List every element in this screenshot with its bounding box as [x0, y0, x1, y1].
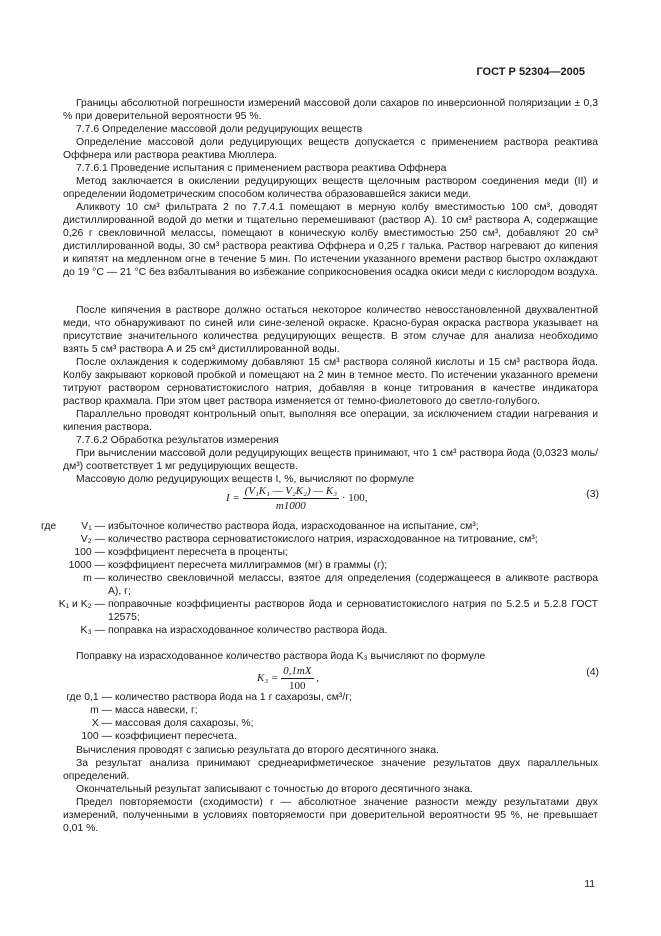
definition-text: количество раствора серноватистокислого натрия, израсходованное на титрование, см³; [108, 534, 538, 545]
where-intro: где [41, 521, 57, 532]
definition-text: поправка на израсходованное количество раствора йода. [108, 625, 388, 636]
formula-3 [226, 485, 367, 512]
definition-term: 100 — [74, 547, 105, 558]
formula-4-fraction [281, 665, 313, 692]
section-heading-7-7-6-1: 7.7.6.1 Проведение испытания с применением раствора реактива Оффнера [76, 163, 447, 174]
definition-term: X — [91, 718, 112, 729]
paragraph-method-choice: Определение массовой доли редуцирующих веществ допускается с применением раствора реактива Оффнера или раствора реактива Мюллера. [63, 137, 598, 161]
paragraph-result-mean: За результат анализа принимают среднеарифметическое значение результатов двух параллельных определений. [63, 758, 598, 782]
document-header: ГОСТ Р 52304—2005 [476, 66, 585, 78]
paragraph-method-principle: Метод заключается в окислении редуцирующих веществ щелочным раствором соединения меди (II) и определении йодометрическим способом количества образовавшейся закиси меди. [63, 176, 598, 200]
section-heading-7-7-6: 7.7.6 Определение массовой доли редуцирующих веществ [76, 124, 363, 135]
definition-text: количество свекловичной мелассы, взятое для определения (содержащееся в аликвоте раствора А), г; [108, 573, 598, 597]
definition-text: поправочные коэффициенты растворов йода и серноватистокислого натрия по 5.2.5 и 5.2.8 ГОСТ 12575; [108, 599, 598, 623]
formula-4-number: (4) [586, 667, 599, 678]
paragraph-formula4-intro: Поправку на израсходованное количество раствора йода K₃ вычисляют по формуле [76, 651, 486, 662]
definition-text: масса навески, г; [115, 705, 198, 716]
definition-term: K₁ и K₂ — [58, 599, 105, 610]
formula-4-numerator: 0,1mX [283, 665, 312, 677]
formula-3-number: (3) [586, 489, 599, 500]
definition-term: 100 — [81, 731, 112, 742]
definition-text: коэффициент пересчета. [115, 731, 237, 742]
definition-text: количество раствора йода на 1 г сахарозы, см³/г; [115, 692, 352, 703]
paragraph-formula3-intro: Массовую долю редуцирующих веществ I, %, вычисляют по формуле [76, 474, 414, 485]
formula-4-denominator: 100 [289, 680, 306, 692]
definition-term: где 0,1 — [66, 692, 112, 703]
definition-term: m — [83, 573, 105, 584]
definition-term: m — [90, 705, 112, 716]
paragraph-procedure: Аликвоту 10 см³ фильтрата 2 по 7.7.4.1 помещают в мерную колбу вместимостью 100 см³, доводят дистиллированной водой до метки и тщательно перемешивают (раствор А). 10 см³ раствора А, содержащие 0,26 г свекловичной мелассы, помещают в коническую колбу вместимостью 250 см³, добавляют 20 см³ дистиллированной воды, 30 см³ раствора реактива Оффнера и 0,25 г талька. Раствор нагревают до кипения и кипятят на медленном огне в течение 5 мин. По истечении указанного времени раствор быстро охлаждают до 19 °С — 21 °С без взбалтывания во избежание соприкосновения осадка окиси меди с кислородом воздуха. [63, 202, 598, 278]
formula-4 [257, 665, 319, 692]
paragraph-repeatability: Предел повторяемости (сходимости) r — абсолютное значение разности между результатами двух измерений, полученными в условиях повторяемости при доверительной вероятности 95 %, не превышает 0,01 %. [63, 797, 598, 834]
definition-term: V₂ — [80, 534, 105, 545]
formula-3-numerator: (V₁K₁ — V₂K₂) — K₃ [244, 485, 338, 497]
definition-text: массовая доля сахарозы, %; [115, 718, 254, 729]
definition-term: V₁ — [81, 521, 105, 532]
formula-3-lhs: I = [226, 492, 240, 505]
paragraph-precision: Вычисления проводят с записью результата до второго десятичного знака. [76, 745, 439, 756]
paragraph-boiling: После кипячения в растворе должно остаться некоторое количество невосстановленной двухвалентной меди, что обнаруживают по синей или сине-зеленой окраске. Красно-бурая окраска раствора указывает на присутствие значительного количества редуцирующих веществ. В этом случае для анализа необходимо взять 5 см³ раствора А и 25 см³ дистиллированной воды. [63, 305, 598, 355]
paragraph-error-limits: Границы абсолютной погрешности измерений массовой доли сахаров по инверсионной поляризации ± 0,3 % при доверительной вероятности 95 %. [63, 98, 598, 122]
formula-4-lhs: K₃ = [257, 672, 279, 685]
paragraph-iodine-equivalence: При вычислении массовой доли редуцирующих веществ принимают, что 1 см³ раствора йода (0,0323 моль/дм³) соответствует 1 мг редуцирующих веществ. [63, 448, 598, 472]
paragraph-final-result: Окончательный результат записывают с точностью до второго десятичного знака. [76, 784, 473, 795]
definition-text: избыточное количество раствора йода, израсходованное на испытание, см³; [108, 521, 479, 532]
formula-3-denominator: m1000 [275, 500, 306, 512]
paragraph-control-test: Параллельно проводят контрольный опыт, выполняя все операции, за исключением стадии нагревания и кипения раствора. [63, 409, 598, 433]
formula-3-rhs: · 100, [341, 492, 368, 505]
definition-term: 1000 — [68, 560, 105, 571]
definition-term: K₃ — [80, 625, 105, 636]
definition-text: коэффициент пересчета миллиграммов (мг) в граммы (г); [108, 560, 388, 571]
definition-text: коэффициент пересчета в проценты; [108, 547, 288, 558]
formula-4-rhs: , [316, 672, 320, 685]
page-number: 11 [584, 879, 595, 890]
section-heading-7-7-6-2: 7.7.6.2 Обработка результатов измерения [76, 435, 279, 446]
paragraph-titration: После охлаждения к содержимому добавляют 15 см³ раствора соляной кислоты и 15 см³ раствора йода. Колбу закрывают корковой пробкой и помещают на 2 мин в темное место. По истечении указанного времени титруют раствором серноватистокислого натрия, добавляя в конце титрования в качестве индикатора раствор крахмала. При этом цвет раствора изменяется от темно-фиолетового до светло-голубого. [63, 357, 598, 407]
formula-3-fraction [243, 485, 339, 512]
